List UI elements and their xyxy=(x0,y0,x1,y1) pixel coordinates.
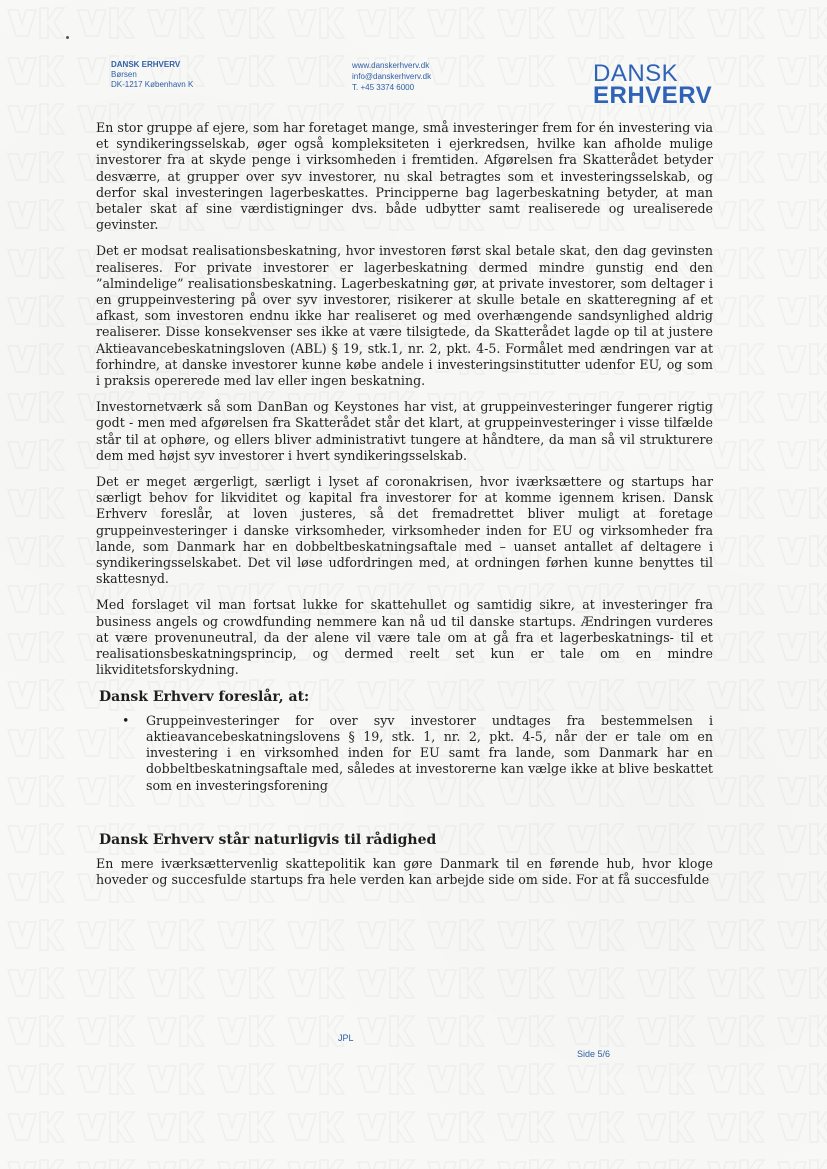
sender-company: DANSK ERHVERV xyxy=(111,60,181,69)
scan-mark xyxy=(66,36,69,39)
paragraph-2: Det er modsat realisationsbeskatning, hvor investoren først skal betale skat, den dag gevinsten realiseres. For private investorer er lagerbeskatning dermed mindre gunstig end den ”almindelige” realisationsbeskatning. Lagerbeskatning gør, at private investorer, som deltager i en gruppeinvestering på over syv investorer, risikerer at skulle betale en skatteregning af et afkast, som investoren endnu ikke har realiseret og med overhængende sandsynlighed aldrig realiserer. Disse konsekvenser ses ikke at være tilsigtede, da Skatterådet lagde op til at justere Aktieavancebeskatningsloven (ABL) § 19, stk.1, nr. 2, pkt. 4-5. Formålet med ændringen var at forhindre, at danske investorer kunne købe andele i investeringsinstitutter udenfor EU, og som i praksis opererede med lav eller ingen beskatning. xyxy=(96,243,713,389)
paragraph-1: En stor gruppe af ejere, som har foretaget mange, små investeringer frem for én investering via et syndikeringsselskab, øger også kompleksiteten i ejerkredsen, hvilke kan afholde mulige investorer fra at skyde penge i virksomheden i fremtiden. Afgørelsen fra Skatterådet betyder desværre, at grupper over syv investorer, nu skal betragtes som et investeringsselskab, og derfor skal investeringen lagerbeskattes. Principperne bag lagerbeskatning betyder, at man betaler skat af sine værdistigninger dvs. både udbytter samt realiserede og urealiserede gevinster. xyxy=(96,120,713,233)
paragraph-5: Med forslaget vil man fortsat lukke for skattehullet og samtidig sikre, at investeringer fra business angels og crowdfunding nemmere kan nå ud til danske startups. Ændringen vurderes at være provenuneutral, da der alene vil være tale om at gå fra et lagerbeskatnings- til et realisationsbeskatningsprincip, og dermed reelt set kun er tale om en mindre likviditetsforskydning. xyxy=(96,597,713,678)
sender-website: www.danskerhverv.dk xyxy=(352,61,430,70)
paragraph-3: Investornetværk så som DanBan og Keystones har vist, at gruppeinvesteringer fungerer rigtig godt - men med afgørelsen fra Skatterådet står det klart, at gruppeinvesteringer i visse tilfælde står til at ophøre, og ellers bliver administrativt tungere at håndtere, da man så vil strukturere dem med højst syv investorer i hvert syndikeringsselskab. xyxy=(96,399,713,463)
logo-line2: ERHVERV xyxy=(593,82,713,109)
sender-contact xyxy=(352,60,431,93)
section-heading-availability: Dansk Erhverv står naturligvis til rådighed xyxy=(99,831,437,848)
sender-phone: T. +45 3374 6000 xyxy=(352,83,415,92)
proposal-list xyxy=(96,713,713,794)
author-initials: JPL xyxy=(338,1033,354,1043)
page-number: Side 5/6 xyxy=(577,1049,611,1059)
section-heading-proposal: Dansk Erhverv foreslår, at: xyxy=(99,688,310,705)
company-logo xyxy=(593,62,712,108)
list-item: • Gruppeinvesteringer for over syv investorer undtages fra bestemmelsen i aktieavancebeskatningslovens § 19, stk. 1, nr. 2, pkt. 4-5, når der er tale om en investering i en virksomhed inden for EU samt fra lande, som Danmark har en dobbeltbeskatningsaftale med, således at investorerne kan vælge ikke at blive beskattet som en investeringsforening xyxy=(146,713,713,794)
logo-line1: DANSK xyxy=(593,60,679,87)
sender-address xyxy=(111,60,193,90)
sender-email: info@danskerhverv.dk xyxy=(352,72,432,81)
document-body xyxy=(96,120,713,898)
paragraph-6: En mere iværksættervenlig skattepolitik kan gøre Danmark til en førende hub, hvor kloge hoveder og succesfulde startups fra hele verden kan arbejde side om side. For at få succesfulde xyxy=(96,855,713,888)
sender-address-line1: Børsen xyxy=(111,70,137,79)
sender-address-line2: DK-1217 København K xyxy=(111,80,194,89)
paragraph-4: Det er meget ærgerligt, særligt i lyset af coronakrisen, hvor iværksættere og startups har særligt behov for likviditet og kapital fra investorer for at komme igennem krisen. Dansk Erhverv foreslår, at loven justeres, så det fremadrettet bliver muligt at foretage gruppeinvesteringer i danske virksomheder, virksomheder inden for EU og virksomheder fra lande, som Danmark har en dobbeltbeskatningsaftale med – uanset antallet af deltagere i syndikeringsselskabet. Det vil løse udfordringen med, at ordningen førhen kunne benyttes til skattesnyd. xyxy=(96,474,713,587)
